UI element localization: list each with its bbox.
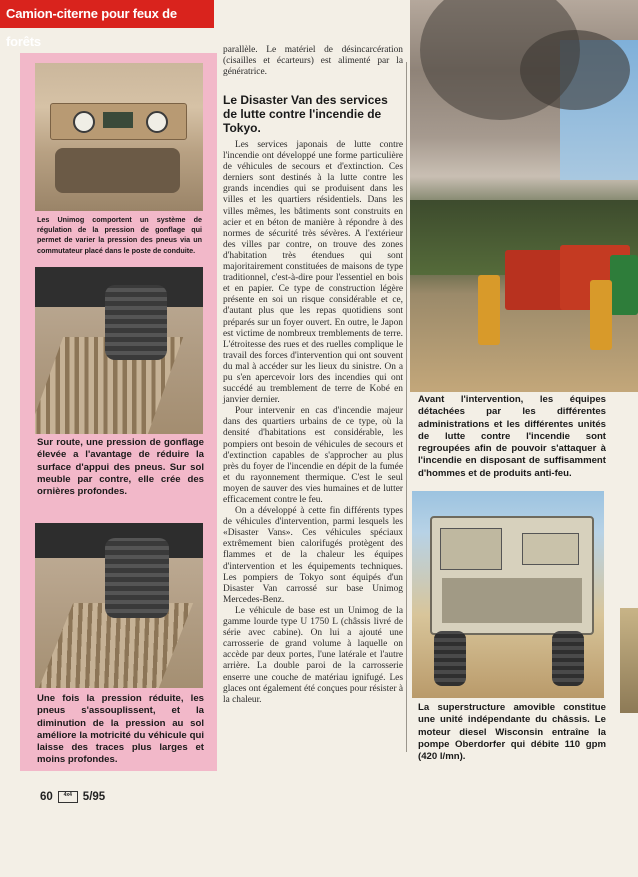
tire-low-pressure-photo [35, 523, 203, 688]
dashboard-photo [35, 63, 203, 211]
article-body [223, 140, 403, 706]
magazine-logo: 4x4 [58, 791, 78, 803]
caption-dashboard: Les Unimog comportent un système de régulation de la pression de gonflage qui permet de varier la pression des pneus via un commutateur placé dans le poste de conduite. [37, 215, 202, 255]
article-subhead: Le Disaster Van des services de lutte contre l'incendie de Tokyo. [223, 93, 388, 135]
gauge-icon [146, 111, 168, 133]
tire [434, 631, 466, 686]
pump-housing [440, 528, 502, 570]
gauge-icon [73, 111, 95, 133]
caption-superstructure: La superstructure amovible constitue une unité indépendante du châssis. Le moteur diesel Wisconsin entraîne la pompe Oberdorfer qui débite 110 gpm (420 l/mn). [418, 702, 606, 763]
tire [105, 285, 167, 360]
issue-number: 5/95 [82, 791, 106, 803]
tire-high-pressure-photo [35, 267, 203, 434]
dashboard-panel [50, 103, 187, 140]
article-paragraph: Les services japonais de lutte contre l'incendie ont développé une forme particulière de véhicules de secours et d'extinction. Ces derniers sont destinés à la lutte contre les grands incendies qui se produisent dans les villes et les quartiers résidentiels. Dans les villes mêmes, les bâtiments sont construits en acier et en béton de manière à répondre à des normes de sécurité très sévères. A l'extérieur des villes par contre, on trouve des zones d'habitation très étendues qui sont majoritairement constituées de maisons de type traditionnel, c'est-à-dire pour l'essentiel en bois et en papier. Ce type de construction légère présente en soi un risque considérable et ce, d'autant plus que les repas quotidiens sont préparés sur un foyer ouvert. En outre, le Japon est victime de nombreux tremblements de terre. L'étroitesse des rues et des ruelles complique le travail des forces d'intervention qui ont souvent du mal à accéder sur les lieux du sinistre. On a pu s'en apercevoir lors des incendies qui ont succédé au tremblement de terre de Kobé en janvier dernier. [223, 140, 403, 406]
switch-panel [103, 112, 133, 128]
superstructure-photo [412, 491, 604, 698]
article-intro-paragraph: parallèle. Le matériel de désincarcération (cisailles et écarteurs) est alimenté par la génératrice. [223, 45, 403, 78]
caption-tire-low: Une fois la pression réduite, les pneus s'assouplissent, et la diminution de la pression au sol améliore la motricité du véhicule qui laisse des traces plus larges et moins profondes. [37, 693, 204, 766]
caption-fire-scene: Avant l'intervention, les équipes détachées par les différentes administrations et les différentes unités de lutte contre l'incendie sont regroupées afin de pouvoir s'attaquer à l'incendie en disposant de suffisamment d'hommes et de produits anti-feu. [418, 394, 606, 479]
edge-photo-fragment [620, 608, 638, 713]
smoke-plume [520, 30, 630, 110]
green-truck [610, 255, 638, 315]
page-number: 60 [40, 791, 53, 803]
page-footer [40, 791, 105, 803]
article-intro [223, 45, 403, 78]
column-divider [406, 62, 407, 752]
superstructure-unit [430, 516, 594, 635]
firefighter-figure [478, 275, 500, 345]
section-header: Camion-citerne pour feux de forêts [0, 0, 214, 28]
article-paragraph: Pour intervenir en cas d'incendie majeur dans des quartiers urbains de ce type, où la densité d'habitations est considérable, les pompiers ont besoin de véhicules de secours et d'extinction capables de s'approcher au plus près du foyer de l'incendie en dépit de la fumée et du rayonnement thermique. C'est le seul moyen de sauver des vies humaines et de lutter efficacement contre le feu. [223, 406, 403, 505]
control-panel [522, 533, 579, 565]
tire [552, 631, 584, 686]
tank-section [442, 578, 582, 623]
caption-tire-high: Sur route, une pression de gonflage élevée a l'avantage de réduire la surface d'appui des pneus. Sur sol meuble par contre, elle crée des ornières profondes. [37, 437, 204, 498]
article-paragraph: Le véhicule de base est un Unimog de la gamme lourde type U 1750 L (châssis livré de série avec cabine). On lui a ajouté une carrosserie de grand volume à laquelle on accède par deux portes, l'une latérale et l'autre arrière. La double paroi de la carrosserie enserre une couche de matériau ignifugé. Les glaces ont également été conçues pour résister à la chaleur. [223, 605, 403, 705]
tire [105, 538, 169, 618]
firefighter-figure [590, 280, 612, 350]
seat-shape [55, 148, 180, 193]
article-paragraph: On a développé à cette fin différents types de véhicules d'intervention, parmi lesquels les «Disaster Vans». Ces véhicules spéciaux extrêmement bien calorifugés protègent des flammes et de la chaleur les équipes d'intervention et les équipements techniques. Les pompiers de Tokyo sont équipés d'un Disaster Van carrossé sur base Unimog Mercedes-Benz. [223, 506, 403, 605]
fire-scene-photo [410, 0, 638, 392]
